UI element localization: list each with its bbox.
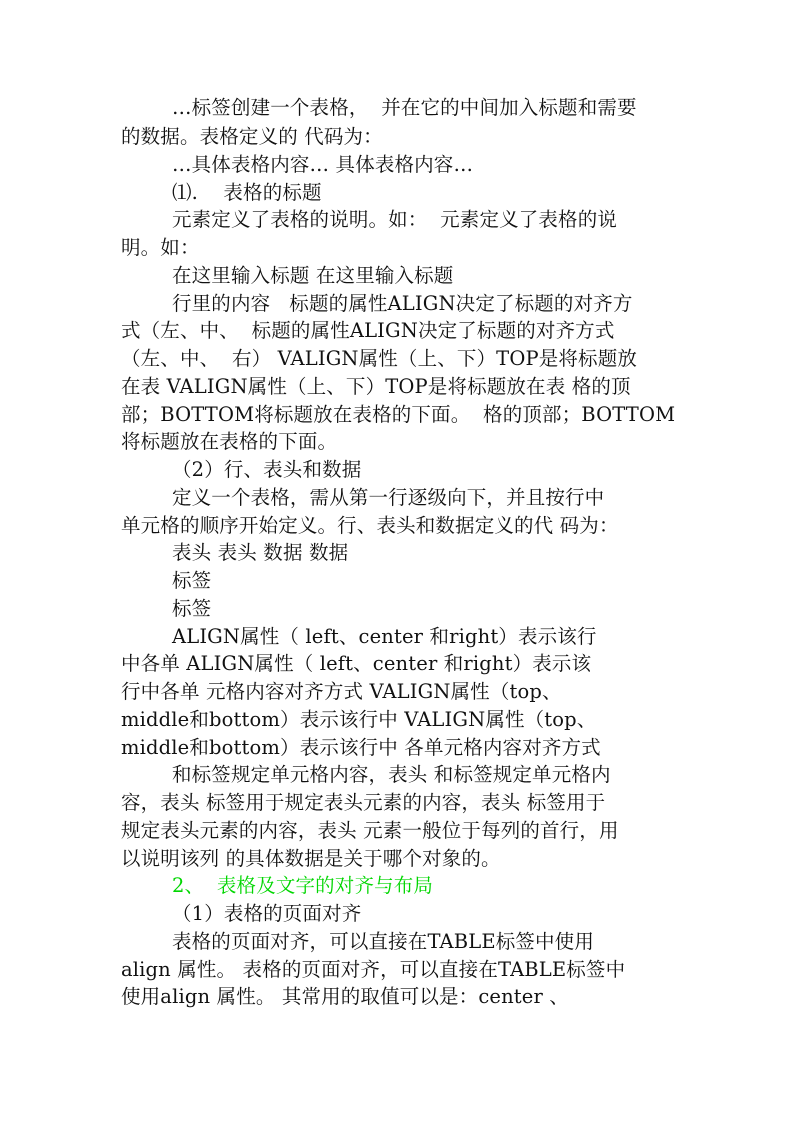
- text-line: align 属性。 表格的页面对齐，可以直接在TABLE标签中: [121, 958, 626, 981]
- text-line: …具体表格内容… 具体表格内容…: [172, 153, 474, 176]
- text-line: 标签: [172, 597, 212, 620]
- text-line: 定义一个表格，需从第一行逐级向下，并且按行中: [172, 486, 605, 509]
- text-line: middle和bottom）表示该行中 VALIGN属性（top、: [121, 708, 597, 731]
- text-line: 容，表头 标签用于规定表头元素的内容，表头 标签用于: [121, 791, 606, 814]
- text-line: 使用align 属性。 其常用的取值可以是：center 、: [121, 985, 569, 1008]
- text-line: ALIGN属性（ left、center 和right）表示该行: [172, 625, 597, 648]
- text-line: 明。如：: [121, 236, 200, 259]
- text-line: 在表 VALIGN属性（上、下）TOP是将标题放在表 格的顶: [121, 375, 631, 398]
- text-line: 单元格的顺序开始定义。行、表头和数据定义的代 码为：: [121, 514, 619, 537]
- text-line: 和标签规定单元格内容，表头 和标签规定单元格内: [172, 763, 611, 786]
- green-section-heading: 2、 表格及文字的对齐与布局: [172, 874, 434, 897]
- text-line: 表头 表头 数据 数据: [172, 541, 349, 564]
- text-line: （左、中、 右） VALIGN属性（上、下）TOP是将标题放: [121, 347, 637, 370]
- text-line: 元素定义了表格的说明。如： 元素定义了表格的说: [172, 208, 617, 231]
- section-heading: （1）表格的页面对齐: [172, 902, 362, 925]
- text-line: 行中各单 元格内容对齐方式 VALIGN属性（top、: [121, 680, 562, 703]
- text-line: 表格的页面对齐，可以直接在TABLE标签中使用: [172, 930, 594, 953]
- text-line: 以说明该列 的具体数据是关于哪个对象的。: [121, 847, 501, 870]
- section-heading: （2）行、表头和数据: [172, 458, 362, 481]
- text-line: 规定表头元素的内容，表头 元素一般位于每列的首行，用: [121, 819, 619, 842]
- text-line: 中各单 ALIGN属性（ left、center 和right）表示该: [121, 652, 592, 675]
- text-line: 行里的内容 标题的属性ALIGN决定了标题的对齐方: [172, 292, 633, 315]
- text-line: 式（左、中、 标题的属性ALIGN决定了标题的对齐方式: [121, 319, 615, 342]
- text-line: middle和bottom）表示该行中 各单元格内容对齐方式: [121, 736, 601, 759]
- section-heading: ⑴. 表格的标题: [172, 181, 322, 204]
- text-line: 的数据。表格定义的 代码为：: [121, 125, 383, 148]
- text-line: …标签创建一个表格， 并在它的中间加入标题和需要: [172, 96, 637, 119]
- text-line: 在这里输入标题 在这里输入标题: [172, 264, 454, 287]
- text-line: 标签: [172, 569, 212, 592]
- text-line: 部；BOTTOM将标题放在表格的下面。 格的顶部；BOTTOM: [121, 403, 676, 426]
- text-line: 将标题放在表格的下面。: [121, 430, 338, 453]
